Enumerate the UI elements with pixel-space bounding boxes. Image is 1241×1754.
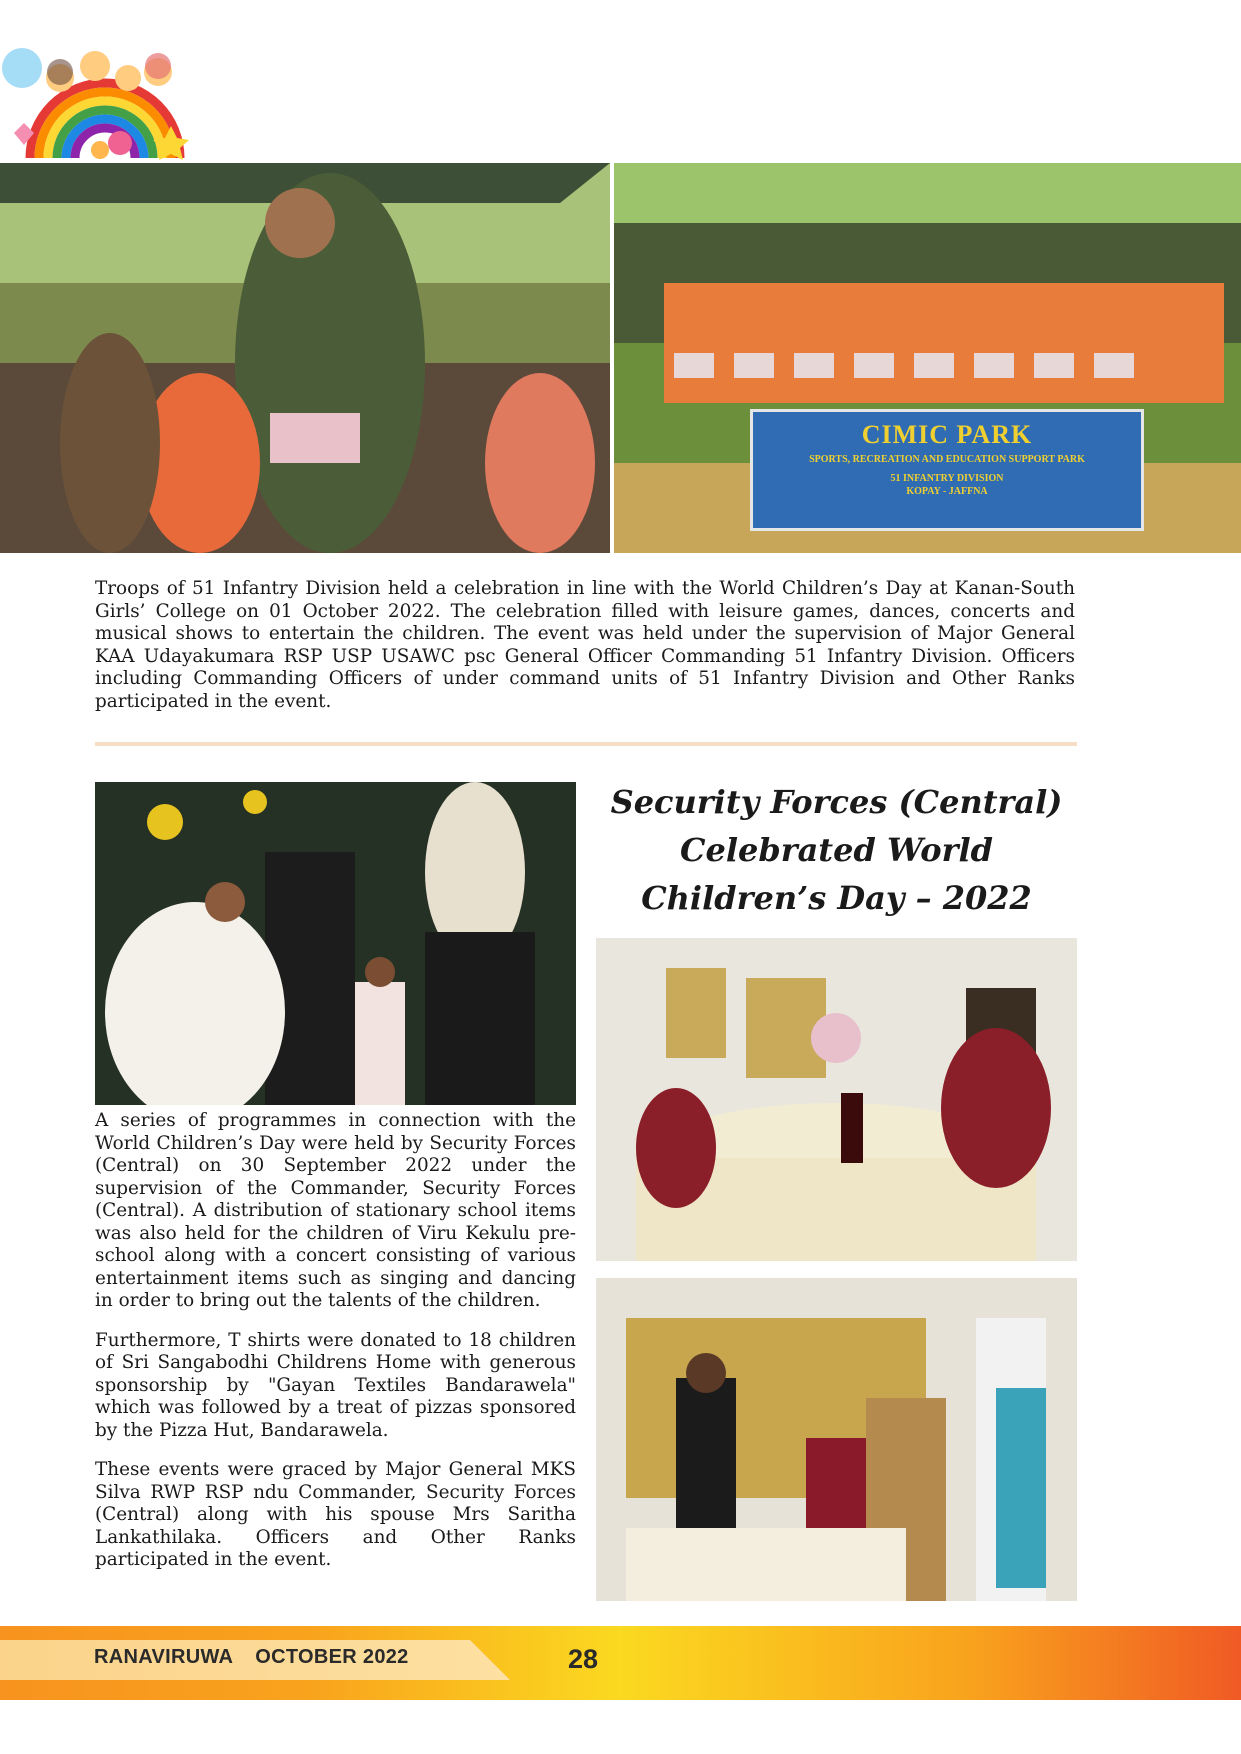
article-headline: Security Forces (Central) Celebrated World Children’s Day – 2022 [610, 783, 1063, 917]
banner-line2: KOPAY - JAFFNA [906, 486, 988, 497]
page-number: 28 [568, 1644, 599, 1674]
magazine-name: RANAVIRUWA [94, 1646, 234, 1668]
article-paragraph: A series of programmes in connection with the World Children’s Day were held by Security Forces (Central) on 30 September 2022 under the supervision of the Commander, Security Forces (Central). A distribution of stationary school items was also held for the children of Viru Kekulu pre-school along with a concert consisting of various entertainment items such as singing and dancing in order to bring out the talents of the children. [95, 1110, 576, 1311]
children-cartoon-decoration [0, 38, 205, 163]
cimic-park-banner [750, 409, 1144, 531]
footer-masthead [94, 1646, 409, 1669]
photo-gift-to-preschool-child [95, 782, 576, 1105]
photo-officer-gifting-child [0, 163, 610, 553]
intro-paragraph: Troops of 51 Infantry Division held a celebration in line with the World Children’s Day at Kanan-South Girls’ College on 01 October 2022. The celebration filled with leisure games, dances, concerts and musical shows to entertain the children. The event was held under the supervision of Major General KAA Udayakumara RSP USP USAWC psc General Officer Commanding 51 Infantry Division. Officers including Commanding Officers of under command units of 51 Infantry Division and Other Ranks participated in the event. [95, 578, 1075, 712]
banner-title: CIMIC PARK [861, 420, 1033, 449]
photo-children-pizza-treat [596, 938, 1077, 1261]
photo-group-cimic-park [614, 163, 1241, 553]
article-paragraph: Furthermore, T shirts were donated to 18 children of Sri Sangabodhi Childrens Home with generous sponsorship by "Gayan Textiles Bandarawela" which was followed by a treat of pizzas sponsored by the Pizza Hut, Bandarawela. [95, 1329, 576, 1441]
issue-date: OCTOBER 2022 [255, 1646, 409, 1668]
section-divider [95, 742, 1077, 746]
banner-line1: 51 INFANTRY DIVISION [890, 473, 1004, 484]
article-body [95, 1110, 576, 1589]
photo-tshirt-donation [596, 1278, 1077, 1601]
article-paragraph: These events were graced by Major General MKS Silva RWP RSP ndu Commander, Security Forces (Central) along with his spouse Mrs Saritha Lankathilaka. Officers and Other Ranks participated in the event. [95, 1459, 576, 1570]
banner-subtitle: SPORTS, RECREATION AND EDUCATION SUPPORT PARK [809, 454, 1085, 465]
